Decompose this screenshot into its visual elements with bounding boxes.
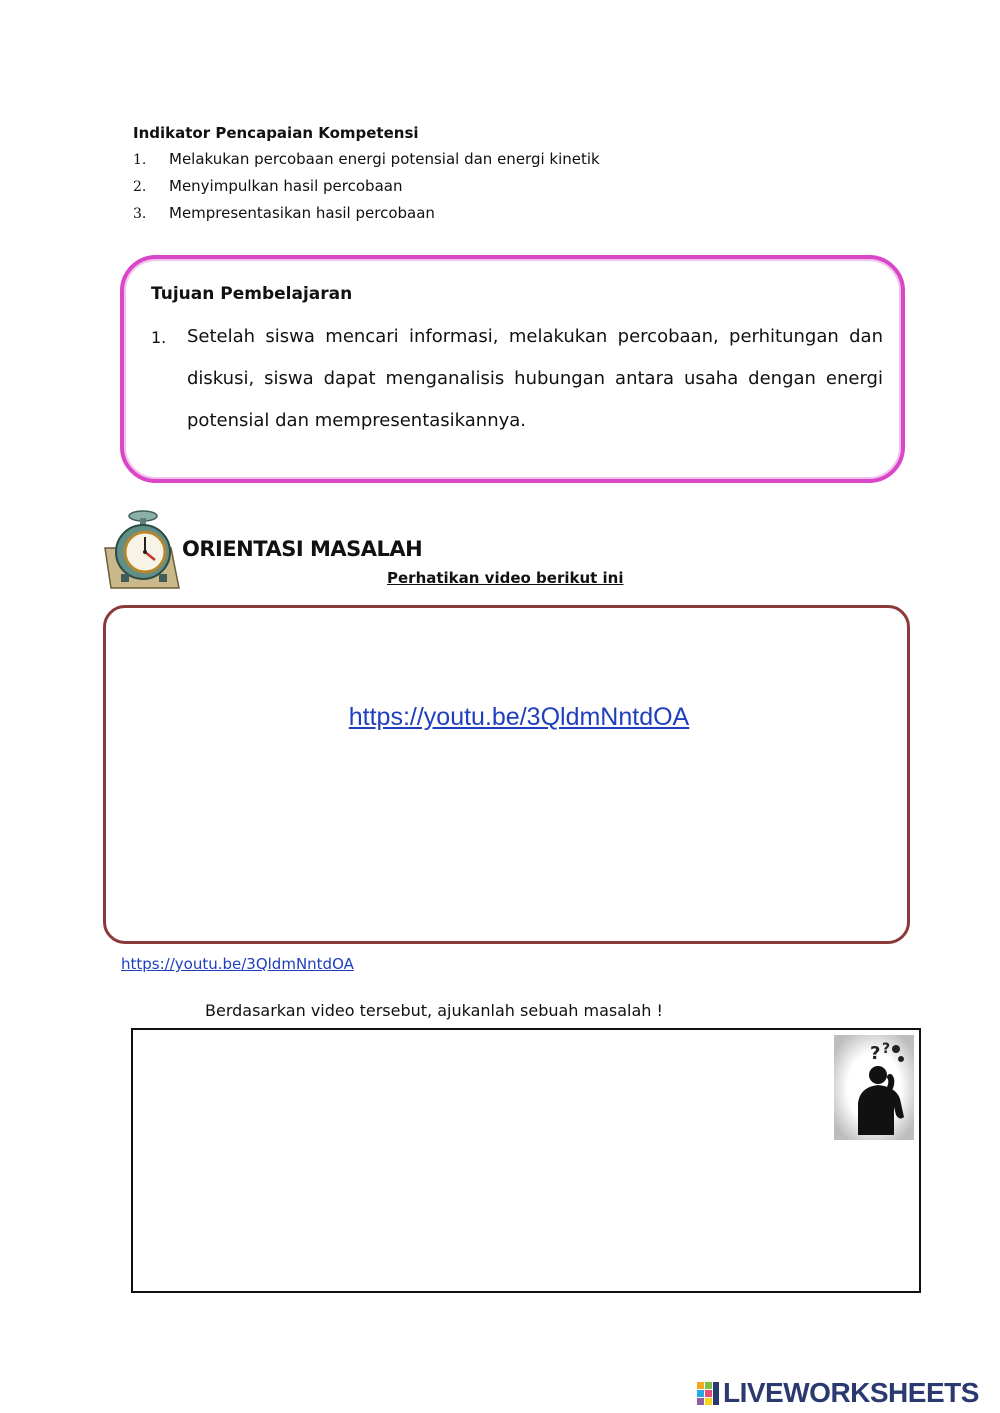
- indikator-item: [133, 177, 402, 195]
- video-box: [103, 605, 910, 944]
- alarm-clock-icon: [103, 508, 183, 590]
- indikator-item-number: 2.: [133, 179, 147, 195]
- liveworksheets-brand-text: LIVEWORKSHEETS: [723, 1377, 979, 1408]
- answer-textbox[interactable]: [131, 1028, 921, 1293]
- video-link-small[interactable]: https://youtu.be/3QldmNntdOA: [121, 955, 354, 973]
- tujuan-item-text: Setelah siswa mencari informasi, melakukan percobaan, perhitungan dan diskusi, siswa dapat menganalisis hubungan antara usaha dengan energi potensial dan mempresentasikannya.: [187, 326, 883, 431]
- orientasi-title: ORIENTASI MASALAH: [182, 537, 423, 561]
- liveworksheets-logo: [697, 1378, 979, 1408]
- indikator-item: [133, 204, 435, 222]
- masalah-prompt: Berdasarkan video tersebut, ajukanlah sebuah masalah !: [205, 1001, 663, 1020]
- svg-text:?: ?: [870, 1043, 881, 1064]
- indikator-item-text: Menyimpulkan hasil percobaan: [169, 177, 403, 195]
- video-link[interactable]: https://youtu.be/3QldmNntdOA: [348, 703, 690, 731]
- thinking-person-icon: [834, 1035, 914, 1140]
- svg-text:?: ?: [882, 1041, 891, 1057]
- tujuan-title: Tujuan Pembelajaran: [151, 284, 353, 304]
- indikator-item-text: Mempresentasikan hasil percobaan: [169, 204, 435, 222]
- liveworksheets-mark-icon: [697, 1380, 721, 1406]
- tujuan-item-number: 1.: [151, 328, 167, 347]
- video-instruction: Perhatikan video berikut ini: [387, 569, 624, 587]
- indikator-item-number: 1.: [133, 152, 147, 168]
- indikator-title: Indikator Pencapaian Kompetensi: [133, 124, 419, 142]
- indikator-item-number: 3.: [133, 206, 147, 222]
- indikator-item-text: Melakukan percobaan energi potensial dan energi kinetik: [169, 150, 600, 168]
- indikator-item: [133, 150, 600, 168]
